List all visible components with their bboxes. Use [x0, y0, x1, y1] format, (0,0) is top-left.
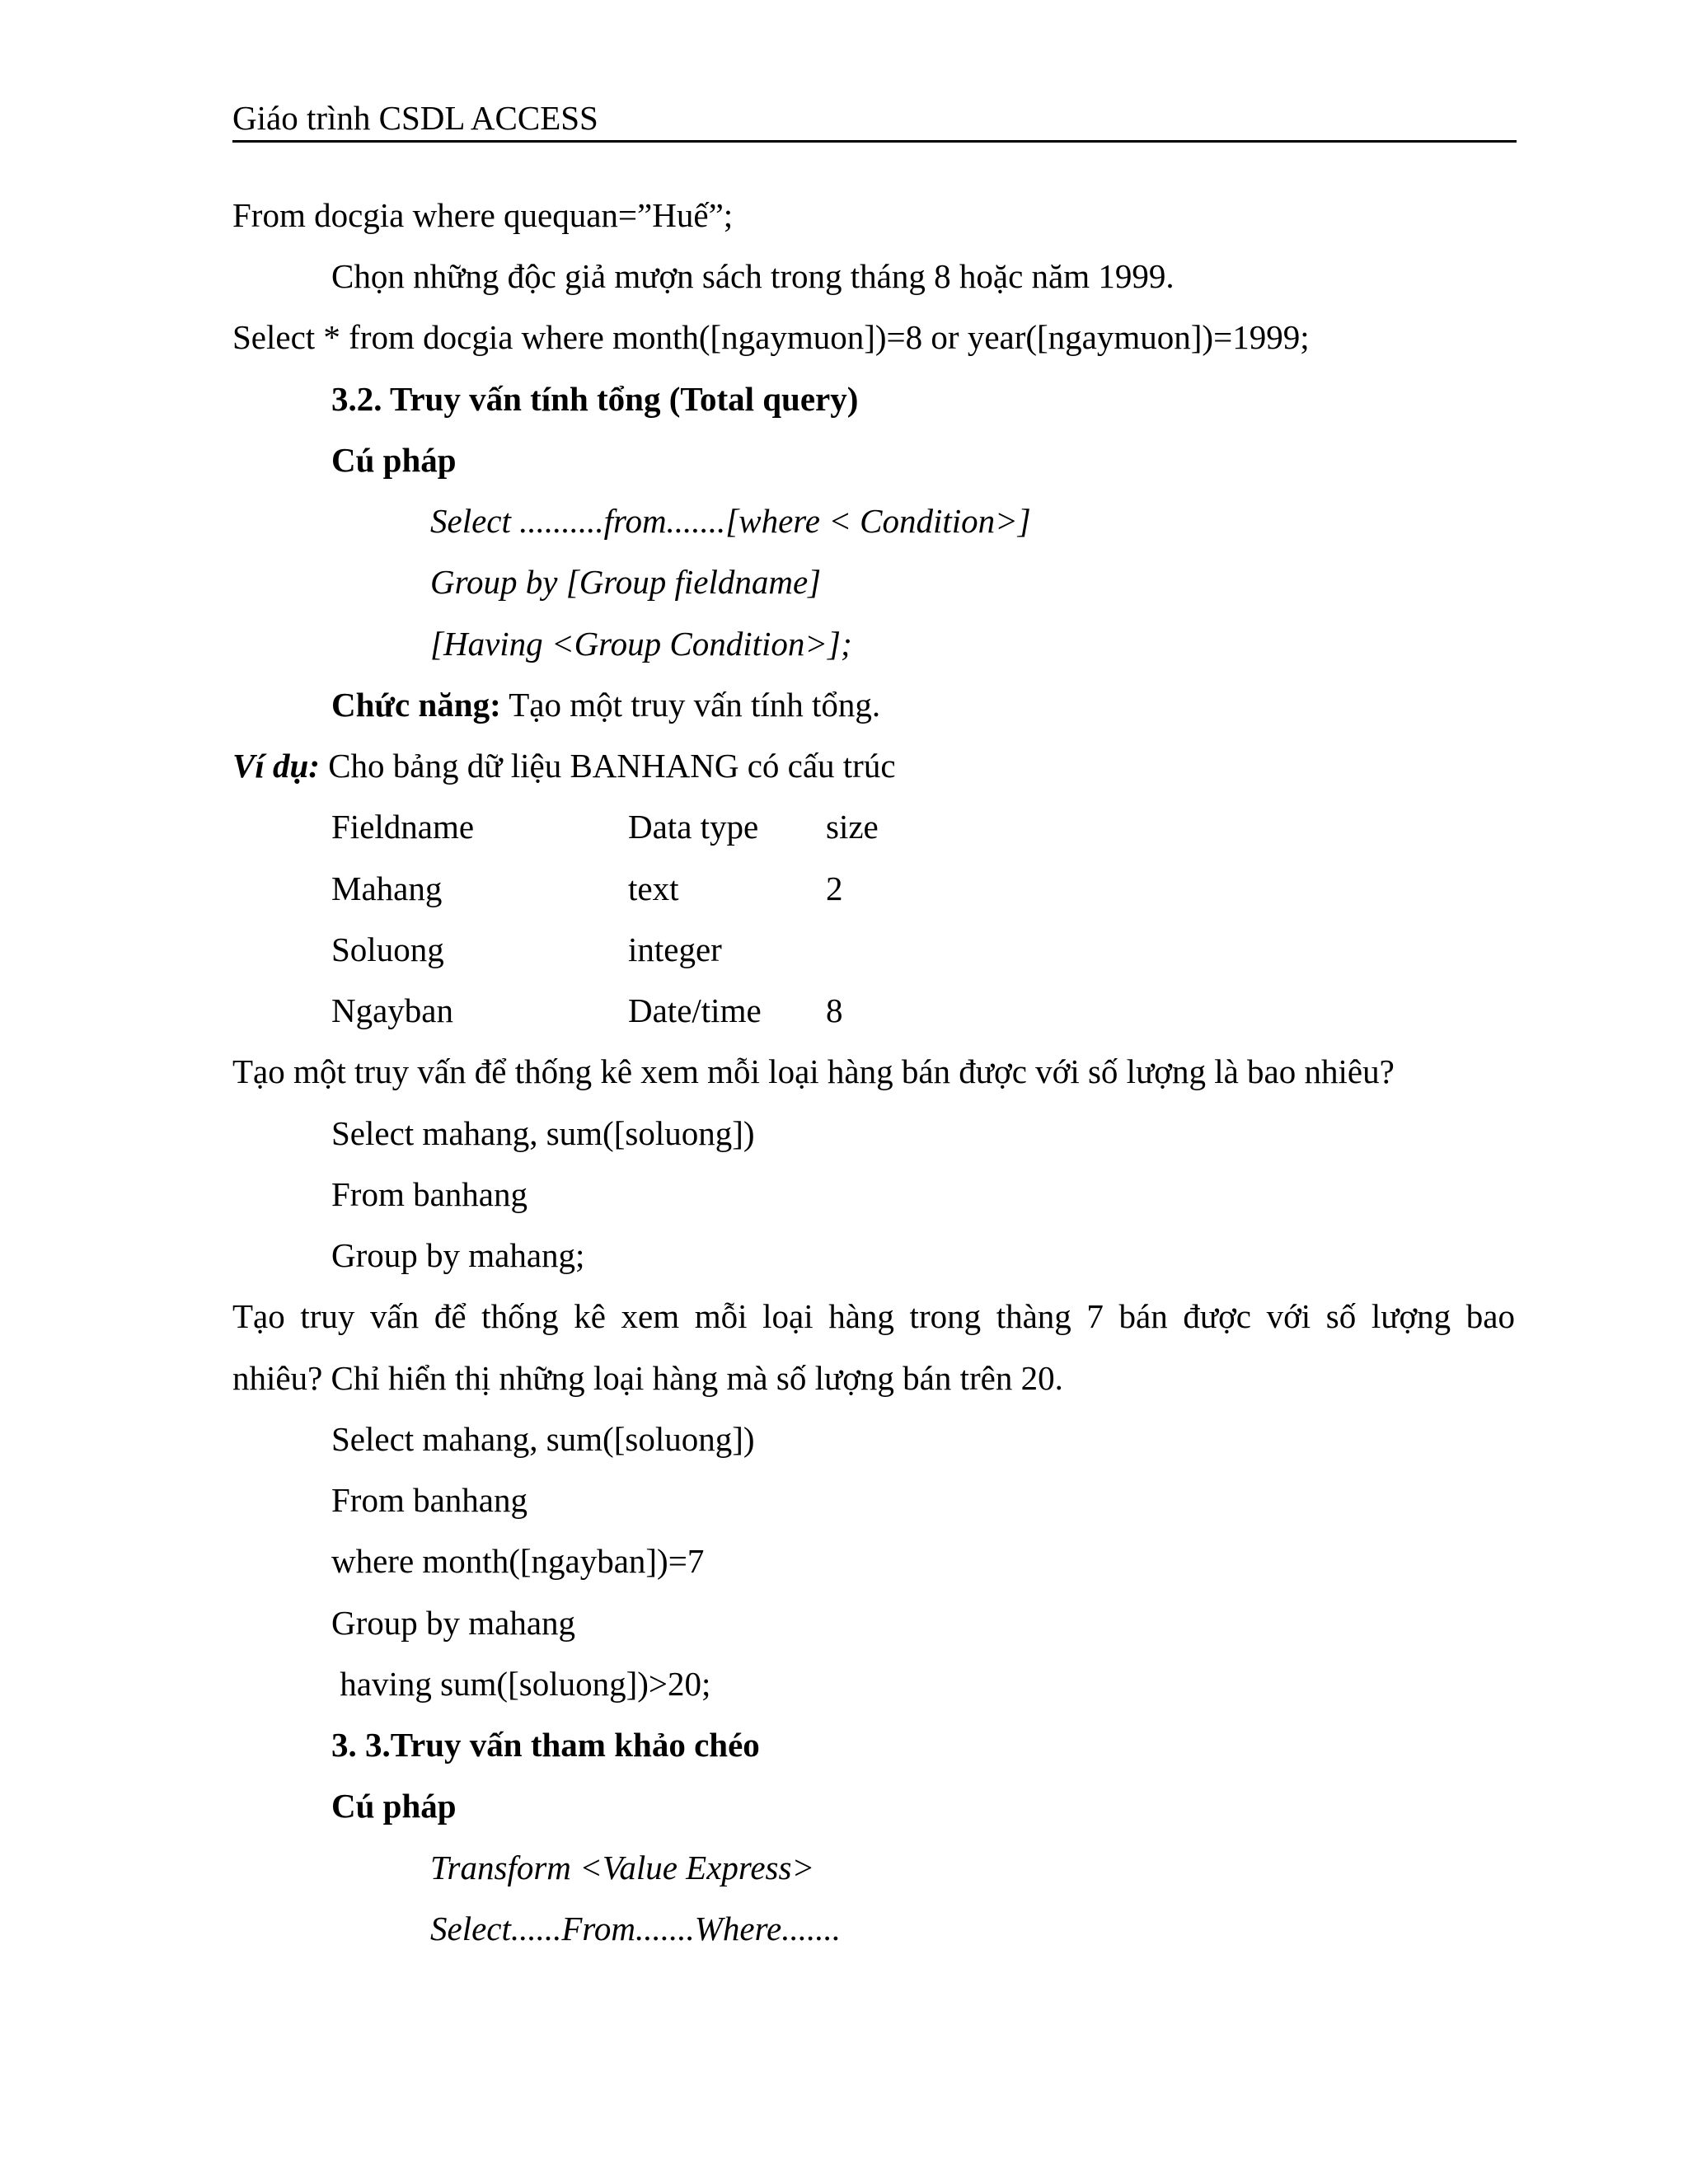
syntax-heading: Cú pháp — [331, 441, 457, 479]
code-line: Select mahang, sum([soluong]) — [331, 1420, 755, 1458]
table-cell: text — [628, 869, 679, 907]
code-line: Select mahang, sum([soluong]) — [331, 1114, 755, 1152]
example-text: Cho bảng dữ liệu BANHANG có cấu trúc — [319, 747, 896, 785]
text-line: nhiêu? Chỉ hiển thị những loại hàng mà số lượng bán trên 20. — [232, 1359, 1063, 1397]
table-cell: integer — [628, 930, 722, 968]
table-cell: Date/time — [628, 991, 762, 1029]
table-cell: 8 — [826, 991, 843, 1029]
table-cell: 2 — [826, 869, 843, 907]
text-line: Tạo một truy vấn để thống kê xem mỗi loại hàng bán được với số lượng là bao nhiêu? — [232, 1052, 1395, 1090]
table-row — [0, 868, 1688, 909]
syntax-heading: Cú pháp — [331, 1787, 457, 1825]
header-rule — [232, 140, 1517, 143]
page-header-title: Giáo trình CSDL ACCESS — [232, 99, 598, 137]
code-line: Group by mahang; — [331, 1236, 585, 1274]
table-row — [0, 929, 1688, 970]
table-header-row — [0, 806, 1688, 847]
text-line: Chọn những độc giả mượn sách trong tháng 8 hoặc năm 1999. — [331, 257, 1175, 295]
syntax-line: Group by [Group fieldname] — [430, 563, 822, 601]
code-line: From banhang — [331, 1175, 528, 1213]
syntax-line: Select ..........from.......[where < Condition>] — [430, 502, 1031, 540]
text-line: Select * from docgia where month([ngaymuon])=8 or year([ngaymuon])=1999; — [232, 318, 1310, 356]
code-line: From banhang — [331, 1481, 528, 1519]
syntax-line: Transform <Value Express> — [430, 1849, 815, 1886]
code-line: having sum([soluong])>20; — [331, 1665, 711, 1703]
section-heading-3-3: 3. 3.Truy vấn tham khảo chéo — [331, 1726, 760, 1764]
table-cell: Soluong — [331, 930, 444, 968]
example-line — [232, 745, 896, 786]
code-line: Group by mahang — [331, 1604, 576, 1642]
table-row — [0, 990, 1688, 1031]
section-heading-3-2: 3.2. Truy vấn tính tổng (Total query) — [331, 380, 859, 418]
table-header-cell: Data type — [628, 808, 759, 846]
table-header-cell: size — [826, 808, 879, 846]
table-header-cell: Fieldname — [331, 808, 475, 846]
example-label: Ví dụ: — [232, 747, 320, 785]
function-line — [331, 684, 880, 725]
table-cell: Ngayban — [331, 991, 454, 1029]
table-cell: Mahang — [331, 869, 443, 907]
syntax-line: Select......From.......Where....... — [430, 1910, 841, 1947]
function-text: Tạo một truy vấn tính tổng. — [500, 686, 881, 724]
text-line: From docgia where quequan=”Huế”; — [232, 196, 734, 234]
syntax-line: [Having <Group Condition>]; — [430, 625, 852, 663]
text-line-justified: Tạo truy vấn để thống kê xem mỗi loại hàng trong thàng 7 bán được với số lượng bao — [232, 1297, 1515, 1335]
code-line: where month([ngayban])=7 — [331, 1542, 705, 1580]
function-label: Chức năng: — [331, 686, 501, 724]
